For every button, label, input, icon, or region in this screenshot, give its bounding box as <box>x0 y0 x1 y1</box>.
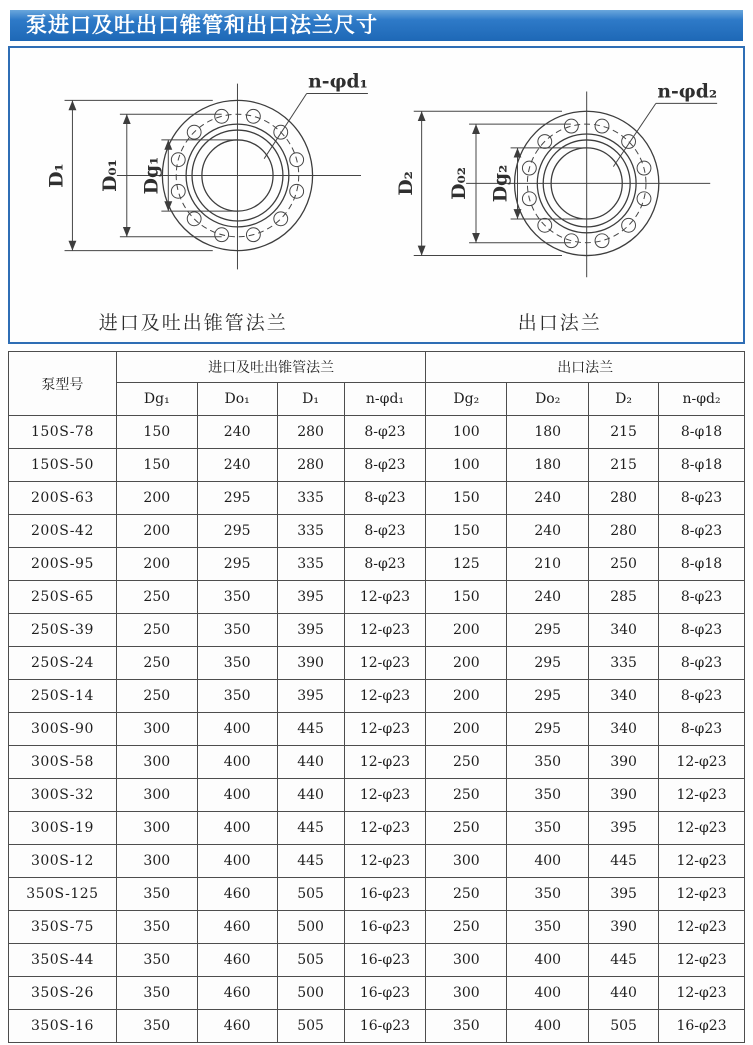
dimension-cell: 350 <box>116 911 197 944</box>
dimension-cell: 350 <box>507 911 589 944</box>
dimension-cell: 150 <box>426 581 507 614</box>
table-body <box>9 416 745 1043</box>
pump-model-cell: 300S-90 <box>9 713 117 746</box>
dimension-cell: 300 <box>116 746 197 779</box>
pump-model-cell: 250S-24 <box>9 647 117 680</box>
outer-diameter-label: D₂ <box>394 171 417 196</box>
dimension-cell: 250 <box>589 548 659 581</box>
dimension-cell: 285 <box>589 581 659 614</box>
table-row <box>9 647 745 680</box>
page-title: 泵进口及吐出口锥管和出口法兰尺寸 <box>10 10 743 41</box>
dimension-cell: 240 <box>507 515 589 548</box>
dimension-cell: 335 <box>589 647 659 680</box>
pump-model-cell: 300S-58 <box>9 746 117 779</box>
bolt-note-label: n-φd₁ <box>308 70 369 93</box>
dimension-cell: 8-φ23 <box>659 614 745 647</box>
dimension-cell: 340 <box>589 680 659 713</box>
dimension-cell: 12-φ23 <box>659 944 745 977</box>
dimension-cell: 8-φ23 <box>659 515 745 548</box>
col-header-d1: D₁ <box>277 383 344 416</box>
table-row <box>9 746 745 779</box>
dimension-cell: 280 <box>277 416 344 449</box>
dimension-cell: 460 <box>197 911 277 944</box>
dimension-cell: 440 <box>277 746 344 779</box>
dimension-cell: 300 <box>116 812 197 845</box>
dimension-cell: 12-φ23 <box>659 977 745 1010</box>
dimension-cell: 460 <box>197 944 277 977</box>
dimension-cell: 500 <box>277 911 344 944</box>
pump-model-cell: 250S-14 <box>9 680 117 713</box>
dimension-cell: 8-φ23 <box>659 713 745 746</box>
table-row <box>9 911 745 944</box>
table-row <box>9 878 745 911</box>
dimension-cell: 200 <box>426 647 507 680</box>
table-row <box>9 944 745 977</box>
table-row <box>9 680 745 713</box>
dimension-cell: 400 <box>197 812 277 845</box>
outer-diameter-label: D₁ <box>45 163 68 188</box>
bolt-circle-label: D₀₂ <box>447 167 470 200</box>
dimension-cell: 295 <box>507 680 589 713</box>
pump-model-cell: 350S-44 <box>9 944 117 977</box>
dimension-cell: 300 <box>116 779 197 812</box>
dimension-cell: 300 <box>116 713 197 746</box>
dimension-cell: 505 <box>277 878 344 911</box>
dimension-cell: 8-φ23 <box>659 482 745 515</box>
flange-diagram-panel <box>8 46 745 344</box>
dimension-cell: 445 <box>589 944 659 977</box>
dimension-cell: 8-φ18 <box>659 416 745 449</box>
dimension-cell: 8-φ23 <box>344 515 426 548</box>
dimension-cell: 250 <box>116 581 197 614</box>
dimension-cell: 400 <box>197 845 277 878</box>
dimension-cell: 12-φ23 <box>659 779 745 812</box>
dimension-cell: 16-φ23 <box>344 944 426 977</box>
dimension-cell: 395 <box>277 680 344 713</box>
dimension-cell: 400 <box>507 944 589 977</box>
pump-model-cell: 350S-75 <box>9 911 117 944</box>
dimension-cell: 350 <box>116 878 197 911</box>
table-row <box>9 548 745 581</box>
col-header-d2: D₂ <box>589 383 659 416</box>
dimension-cell: 215 <box>589 416 659 449</box>
pump-model-cell: 150S-50 <box>9 449 117 482</box>
pump-model-cell: 150S-78 <box>9 416 117 449</box>
dimension-cell: 12-φ23 <box>659 911 745 944</box>
dimension-cell: 8-φ23 <box>344 449 426 482</box>
table-row <box>9 977 745 1010</box>
dimension-cell: 295 <box>197 482 277 515</box>
dimension-cell: 460 <box>197 878 277 911</box>
dimension-cell: 250 <box>426 911 507 944</box>
dimension-cell: 505 <box>277 944 344 977</box>
col-header-nd1: n-φd₁ <box>344 383 426 416</box>
dimension-cell: 12-φ23 <box>344 845 426 878</box>
dimension-cell: 180 <box>507 416 589 449</box>
dimension-cell: 350 <box>507 746 589 779</box>
dimension-cell: 350 <box>507 878 589 911</box>
pump-model-cell: 250S-65 <box>9 581 117 614</box>
dimension-cell: 400 <box>507 1010 589 1043</box>
dimension-cell: 395 <box>277 614 344 647</box>
pump-model-header: 泵型号 <box>9 352 117 416</box>
dimension-cell: 395 <box>589 812 659 845</box>
dimension-cell: 350 <box>116 977 197 1010</box>
dimension-cell: 250 <box>116 680 197 713</box>
dimension-cell: 390 <box>589 746 659 779</box>
dimension-cell: 12-φ23 <box>659 746 745 779</box>
dimension-cell: 16-φ23 <box>659 1010 745 1043</box>
dimension-cell: 295 <box>507 647 589 680</box>
pump-model-cell: 300S-12 <box>9 845 117 878</box>
table-row <box>9 614 745 647</box>
dimension-cell: 150 <box>116 449 197 482</box>
dimension-cell: 400 <box>507 845 589 878</box>
table-subheader-row <box>9 383 745 416</box>
inlet-flange-drawing <box>15 50 371 302</box>
dimension-cell: 150 <box>426 515 507 548</box>
dimension-cell: 460 <box>197 1010 277 1043</box>
pump-model-cell: 350S-125 <box>9 878 117 911</box>
dimension-cell: 200 <box>426 680 507 713</box>
inlet-flange-group-header: 进口及吐出锥管法兰 <box>116 352 426 383</box>
outlet-flange-drawing <box>382 50 738 302</box>
pump-model-cell: 200S-95 <box>9 548 117 581</box>
bore-label: Dg₁ <box>140 156 163 195</box>
dimension-cell: 350 <box>116 1010 197 1043</box>
dimension-cell: 200 <box>426 713 507 746</box>
dimension-cell: 350 <box>426 1010 507 1043</box>
dimension-cell: 12-φ23 <box>344 581 426 614</box>
dimension-cell: 12-φ23 <box>659 878 745 911</box>
dimension-cell: 295 <box>197 548 277 581</box>
dimension-cell: 240 <box>197 449 277 482</box>
pump-model-cell: 250S-39 <box>9 614 117 647</box>
dimension-cell: 280 <box>277 449 344 482</box>
table-row <box>9 845 745 878</box>
table-row <box>9 515 745 548</box>
outlet-flange-caption: 出口法兰 <box>517 313 602 334</box>
dimension-cell: 240 <box>507 581 589 614</box>
dimension-cell: 16-φ23 <box>344 911 426 944</box>
dimension-cell: 400 <box>197 746 277 779</box>
dimension-cell: 100 <box>426 449 507 482</box>
dimension-cell: 350 <box>197 581 277 614</box>
dimension-cell: 12-φ23 <box>344 647 426 680</box>
dimension-cell: 300 <box>426 845 507 878</box>
dimension-cell: 12-φ23 <box>344 614 426 647</box>
dimension-cell: 350 <box>507 779 589 812</box>
flange-dimensions-table <box>8 351 745 1043</box>
dimension-cell: 445 <box>589 845 659 878</box>
dimension-cell: 445 <box>277 845 344 878</box>
inlet-flange-caption: 进口及吐出锥管法兰 <box>98 313 288 334</box>
table-row <box>9 416 745 449</box>
table-row <box>9 449 745 482</box>
dimension-cell: 100 <box>426 416 507 449</box>
dimension-cell: 340 <box>589 614 659 647</box>
dimension-cell: 335 <box>277 515 344 548</box>
dimension-cell: 200 <box>426 614 507 647</box>
col-header-dg1: Dg₁ <box>116 383 197 416</box>
dimension-cell: 8-φ23 <box>344 548 426 581</box>
dimension-cell: 400 <box>507 977 589 1010</box>
dimension-cell: 350 <box>197 614 277 647</box>
dimension-cell: 300 <box>426 944 507 977</box>
bore-label: Dg₂ <box>489 164 512 203</box>
dimension-cell: 250 <box>426 878 507 911</box>
dimension-cell: 350 <box>507 812 589 845</box>
dimension-cell: 395 <box>277 581 344 614</box>
dimension-cell: 200 <box>116 515 197 548</box>
dimension-cell: 390 <box>277 647 344 680</box>
dimension-cell: 8-φ18 <box>659 548 745 581</box>
dimension-cell: 12-φ23 <box>344 680 426 713</box>
dimension-cell: 400 <box>197 779 277 812</box>
dimension-cell: 445 <box>277 812 344 845</box>
dimension-cell: 335 <box>277 482 344 515</box>
dimension-cell: 240 <box>197 416 277 449</box>
dimension-cell: 200 <box>116 548 197 581</box>
dimension-cell: 8-φ23 <box>659 581 745 614</box>
dimension-cell: 16-φ23 <box>344 878 426 911</box>
dimension-cell: 300 <box>426 977 507 1010</box>
dimension-cell: 390 <box>589 779 659 812</box>
pump-model-cell: 300S-32 <box>9 779 117 812</box>
dimension-cell: 300 <box>116 845 197 878</box>
pump-model-cell: 200S-42 <box>9 515 117 548</box>
dimension-cell: 250 <box>116 647 197 680</box>
dimension-cell: 16-φ23 <box>344 1010 426 1043</box>
dimension-cell: 250 <box>426 746 507 779</box>
dimension-cell: 460 <box>197 977 277 1010</box>
dimension-cell: 8-φ23 <box>344 416 426 449</box>
pump-model-cell: 300S-19 <box>9 812 117 845</box>
dimension-cell: 16-φ23 <box>344 977 426 1010</box>
dimension-cell: 295 <box>197 515 277 548</box>
dimension-cell: 12-φ23 <box>344 746 426 779</box>
dimension-cell: 240 <box>507 482 589 515</box>
table-row <box>9 1010 745 1043</box>
outlet-flange-group-header: 出口法兰 <box>426 352 745 383</box>
dimension-cell: 395 <box>589 878 659 911</box>
table-row <box>9 581 745 614</box>
dimension-cell: 280 <box>589 482 659 515</box>
dimension-cell: 8-φ18 <box>659 449 745 482</box>
table-group-header-row <box>9 352 745 383</box>
dimension-cell: 390 <box>589 911 659 944</box>
dimension-cell: 180 <box>507 449 589 482</box>
dimension-cell: 295 <box>507 614 589 647</box>
dimension-cell: 200 <box>116 482 197 515</box>
dimension-cell: 350 <box>116 944 197 977</box>
dimension-cell: 445 <box>277 713 344 746</box>
dimension-cell: 125 <box>426 548 507 581</box>
dimension-cell: 8-φ23 <box>659 680 745 713</box>
bolt-circle-label: D₀₁ <box>99 159 122 192</box>
dimension-cell: 250 <box>426 812 507 845</box>
col-header-do2: Do₂ <box>507 383 589 416</box>
dimension-cell: 350 <box>197 647 277 680</box>
dimension-cell: 210 <box>507 548 589 581</box>
dimension-cell: 350 <box>197 680 277 713</box>
dimension-cell: 150 <box>426 482 507 515</box>
table-row <box>9 779 745 812</box>
dimension-cell: 150 <box>116 416 197 449</box>
col-header-do1: Do₁ <box>197 383 277 416</box>
table-row <box>9 482 745 515</box>
dimension-cell: 12-φ23 <box>659 812 745 845</box>
dimension-cell: 505 <box>277 1010 344 1043</box>
leader-line <box>613 103 655 166</box>
dimension-cell: 215 <box>589 449 659 482</box>
dimension-cell: 280 <box>589 515 659 548</box>
pump-model-cell: 350S-26 <box>9 977 117 1010</box>
pump-model-cell: 350S-16 <box>9 1010 117 1043</box>
dimension-cell: 12-φ23 <box>659 845 745 878</box>
dimension-cell: 500 <box>277 977 344 1010</box>
dimension-cell: 505 <box>589 1010 659 1043</box>
col-header-nd2: n-φd₂ <box>659 383 745 416</box>
dimension-cell: 12-φ23 <box>344 713 426 746</box>
dimension-cell: 250 <box>116 614 197 647</box>
leader-line <box>264 93 306 158</box>
dimension-cell: 335 <box>277 548 344 581</box>
dimension-cell: 12-φ23 <box>344 779 426 812</box>
bolt-note-label: n-φd₂ <box>657 80 717 103</box>
outlet-flange-diagram <box>377 48 744 342</box>
col-header-dg2: Dg₂ <box>426 383 507 416</box>
dimension-cell: 12-φ23 <box>344 812 426 845</box>
dimension-cell: 440 <box>277 779 344 812</box>
dimension-cell: 440 <box>589 977 659 1010</box>
table-row <box>9 713 745 746</box>
dimension-cell: 400 <box>197 713 277 746</box>
dimension-cell: 340 <box>589 713 659 746</box>
table-row <box>9 812 745 845</box>
dimension-cell: 295 <box>507 713 589 746</box>
dimension-cell: 250 <box>426 779 507 812</box>
inlet-flange-diagram <box>10 48 377 342</box>
dimension-cell: 8-φ23 <box>659 647 745 680</box>
dimension-cell: 8-φ23 <box>344 482 426 515</box>
pump-model-cell: 200S-63 <box>9 482 117 515</box>
